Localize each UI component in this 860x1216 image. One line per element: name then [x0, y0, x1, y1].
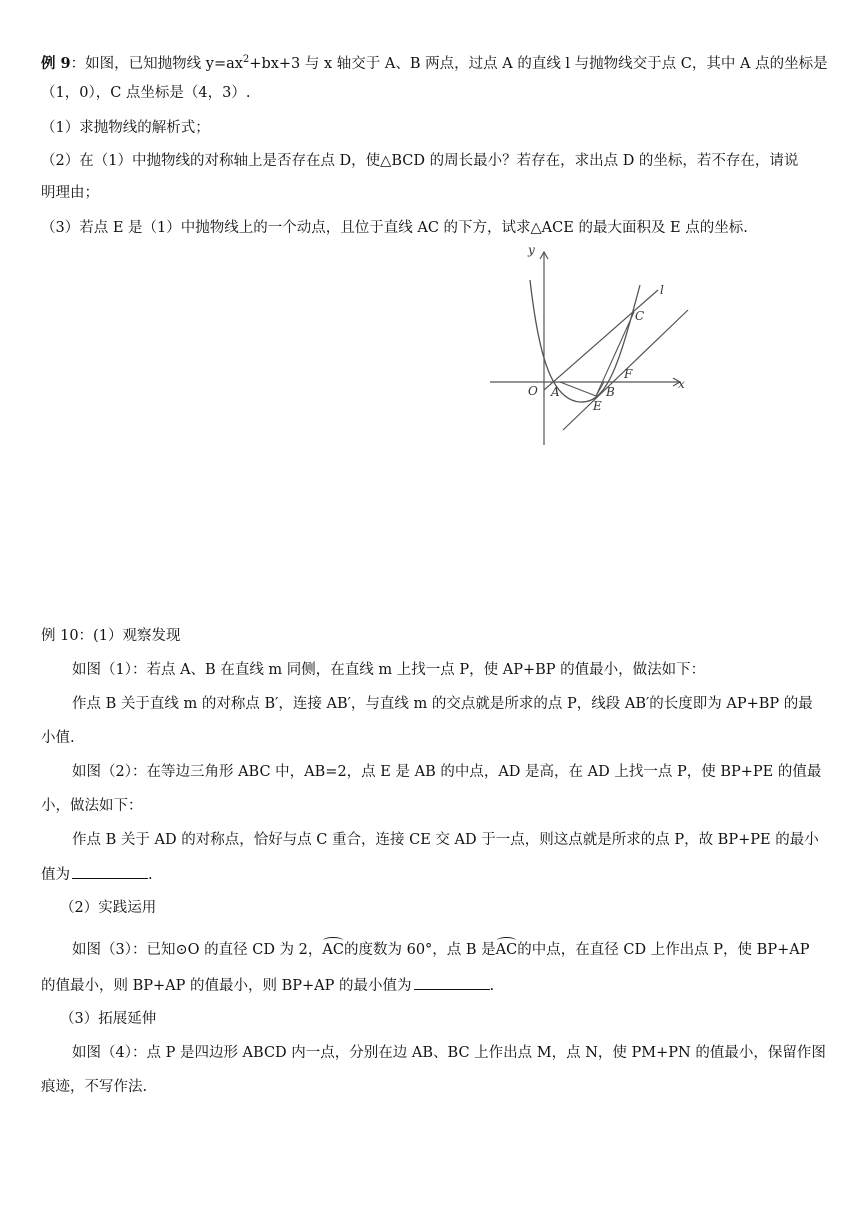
ex9-line-2: （1，0），C 点坐标是（4，3）. [41, 85, 251, 101]
ex10-paragraph-7a: 如图（4）：点 P 是四边形 ABCD 内一点，分别在边 AB、BC 上作出点 M，点 N，使 PM+PN 的值最小，保留作图 [72, 1045, 826, 1061]
ex10-p6-end: . [489, 978, 495, 994]
label-y: y [528, 243, 535, 257]
label-x: x [678, 377, 685, 391]
ex10-p5-text-b: 的度数为 60°，点 B 是 [343, 942, 496, 958]
ex10-paragraph-7b: 痕迹，不写作法. [41, 1079, 148, 1095]
ex10-paragraph-4a: 作点 B 关于 AD 的对称点，恰好与点 C 重合，连接 CE 交 AD 于一点，则这点就是所求的点 P，故 BP+PE 的最小 [72, 832, 819, 848]
ex10-p5-text-a: 如图（3）：已知⊙O 的直径 CD 为 2， [72, 942, 323, 958]
ex10-paragraph-3b: 小，做法如下： [41, 798, 143, 814]
label-A: A [551, 385, 560, 399]
answer-blank-2[interactable] [414, 975, 490, 990]
line-l [544, 290, 658, 390]
ex9-question-1: （1）求抛物线的解析式； [41, 120, 210, 136]
arc-AC-2: AC [495, 942, 518, 958]
parabola-curve [530, 280, 640, 402]
ex10-section-3: （3）拓展延伸 [60, 1011, 157, 1027]
ex10-title: 例 10：(1）观察发现 [41, 628, 181, 644]
answer-blank-1[interactable] [72, 864, 148, 879]
ex9-question-2a: （2）在（1）中抛物线的对称轴上是否存在点 D，使△BCD 的周长最小？若存在，求出点 D 的坐标，若不存在，请说 [41, 153, 799, 169]
label-C: C [635, 309, 645, 323]
ex9-line-1 [41, 50, 828, 74]
ex10-paragraph-3a: 如图（2）：在等边三角形 ABC 中，AB=2，点 E 是 AB 的中点，AD 是高，在 AD 上找一点 P，使 BP+PE 的值最 [72, 764, 822, 780]
label-O: O [528, 384, 538, 398]
ex10-paragraph-2b: 小值. [41, 730, 75, 746]
ex10-paragraph-5 [72, 940, 809, 960]
parabola-figure [488, 240, 698, 450]
ex9-question-2b: 明理由； [41, 185, 99, 201]
ex10-section-2: （2）实践运用 [60, 900, 157, 916]
segment-EC [596, 312, 634, 396]
ex10-paragraph-1: 如图（1）：若点 A、B 在直线 m 同侧，在直线 m 上找一点 P，使 AP+BP 的值最小，做法如下： [72, 662, 706, 678]
arc-AC-1: AC [322, 942, 344, 958]
ex10-p6-text: 的值最小，则 BP+AP 的值最小，则 BP+AP 的最小值为 [41, 978, 412, 994]
ex10-p5-text-c: 的中点，在直径 CD 上作出点 P，使 BP+AP [517, 942, 810, 958]
label-B: B [606, 385, 615, 399]
ex10-paragraph-4b [41, 864, 153, 885]
label-l: l [660, 283, 664, 297]
ex10-p4-text: 值为 [41, 867, 70, 883]
segment-AE [560, 382, 596, 396]
ex9-superscript: 2 [242, 54, 250, 65]
ex9-label: 例 9 [41, 54, 71, 72]
ex9-text-1b: +bx+3 与 x 轴交于 A、B 两点，过点 A 的直线 l 与抛物线交于点 C，其中 A 点的坐标是 [249, 55, 828, 72]
ex10-p4-end: . [148, 867, 153, 883]
ex10-paragraph-6 [41, 975, 494, 996]
label-F: F [624, 367, 633, 381]
ex10-paragraph-2a: 作点 B 关于直线 m 的对称点 B′，连接 AB′，与直线 m 的交点就是所求的点 P，线段 AB′的长度即为 AP+BP 的最 [72, 696, 813, 712]
ex9-text-1: ：如图，已知抛物线 y=ax [70, 55, 243, 72]
label-E: E [593, 399, 602, 413]
ex9-question-3: （3）若点 E 是（1）中抛物线上的一个动点，且位于直线 AC 的下方，试求△ACE 的最大面积及 E 点的坐标. [41, 220, 748, 236]
